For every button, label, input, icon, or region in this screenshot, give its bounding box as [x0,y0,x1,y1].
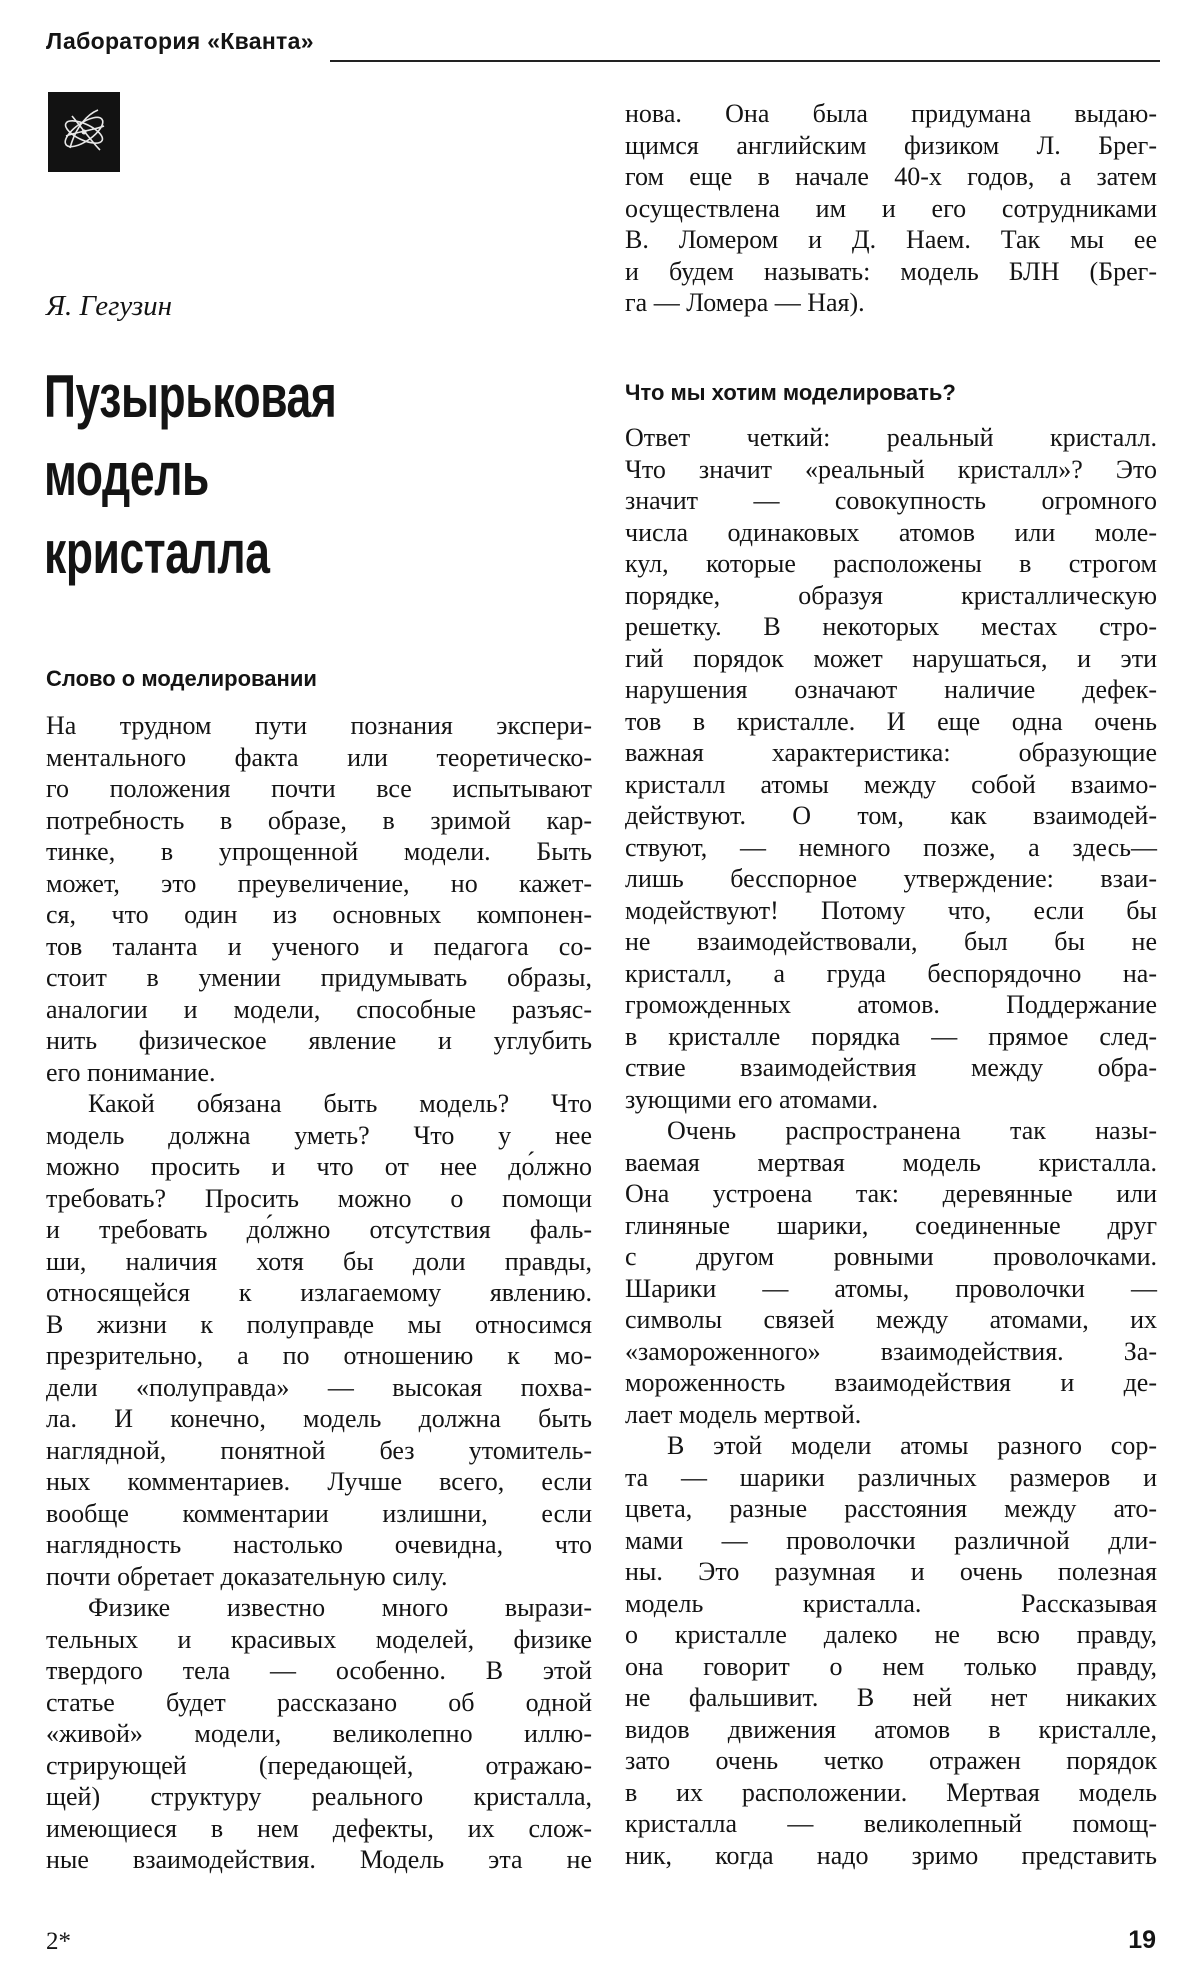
title-line: модель [44,441,209,508]
text-line: аналогии и модели, способные разъяс- [46,994,592,1024]
text-line: ные взаимодействия. Модель эта не [46,1845,592,1874]
text-line: порядке, образуя кристаллическую [625,580,1157,610]
text-line: может, это преувеличение, но кажет- [46,868,592,898]
text-line: ствуют, — немного позже, а здесь— [625,832,1157,862]
text-line: гом еще в начале 40-х годов, а затем [625,162,1157,191]
text-line: громожденных атомов. Поддержание [625,990,1157,1019]
text-line: она говорит о нем только правду, [625,1651,1157,1681]
text-line: нова. Она была придумана выдаю- [625,99,1157,128]
text-line: лишь бесспорное утверждение: взаи- [625,864,1157,893]
text-line: ствие взаимодействия между обра- [625,1053,1157,1082]
text-line: кристалла — великолепный помощ- [625,1809,1157,1838]
text-line: Она устроена так: деревянные или [625,1179,1157,1208]
text-line: мами — проволочки различной дли- [625,1525,1157,1555]
text-line: не взаимодействовали, был бы не [625,927,1157,956]
text-line: наглядность настолько очевидна, что [46,1530,592,1559]
text-line: цвета, разные расстояния между ато- [625,1494,1157,1523]
text-line: Физике известно много вырази- [88,1593,592,1622]
text-line: В жизни к полуправде мы относимся [46,1309,592,1339]
text-line: стоит в умении придумывать образы, [46,963,592,992]
text-line: числа одинаковых атомов или моле- [625,517,1157,547]
text-line: значит — совокупность огромного [625,486,1157,515]
section-heading-modeling: Слово о моделировании [46,666,317,691]
text-line: важная характеристика: образующие [625,738,1157,767]
signature-mark: 2* [46,1928,71,1955]
text-line: стрирующей (передающей, отражаю- [46,1750,592,1780]
title-line: Пузырьковая [44,363,337,430]
text-line: Очень распространена так назы- [667,1116,1157,1145]
article-title [44,358,355,592]
text-line: кристалл атомы между собой взаимо- [625,769,1157,799]
text-line: почти обретает доказательную силу. [46,1561,448,1591]
text-line: тельных и красивых моделей, физике [46,1624,592,1654]
text-line: На трудном пути познания экспери- [46,711,592,740]
text-line: ментального факта или теоретическо- [46,742,592,772]
text-line: Ответ четкий: реальный кристалл. [625,423,1157,452]
header-rule [330,60,1160,62]
text-line: о кристалле далеко не всю правду, [625,1620,1157,1649]
text-line: имеющиеся в нем дефекты, их слож- [46,1813,592,1843]
text-line: твердого тела — особенно. В этой [46,1656,592,1685]
text-line: вообще комментарии излишни, если [46,1498,592,1528]
text-line: не фальшивит. В ней нет никаких [625,1683,1157,1712]
text-line: его понимание. [46,1057,216,1087]
section-header: Лаборатория «Кванта» [46,28,314,54]
text-line: зующими его атомами. [625,1084,879,1114]
author-name: Я. Гегузин [46,290,173,322]
text-line: тинке, в упрощенной модели. Быть [46,837,592,866]
text-line: Какой обязана быть модель? Что [88,1089,592,1118]
text-line: кристалл, а груда беспорядочно на- [625,958,1157,988]
right-column-text [625,422,1157,1871]
text-line: ла. И конечно, модель должна быть [46,1404,592,1433]
text-line: презрительно, а по отношению к мо- [46,1341,592,1370]
atom-sketch-icon [48,92,120,172]
text-line: нарушения означают наличие дефек- [625,675,1157,704]
text-line: зато очень четко отражен порядок [625,1746,1157,1775]
page-number: 19 [1128,1926,1156,1954]
text-line: щимся английским физиком Л. Брег- [625,130,1157,160]
text-line: дели «полуправда» — высокая похва- [46,1372,592,1402]
text-line: в кристалле порядка — прямое след- [625,1021,1157,1051]
text-line: символы связей между атомами, их [625,1305,1157,1334]
text-line: можно просить и что от нее до́лжно [46,1152,592,1181]
text-line: «живой» модели, великолепно иллю- [46,1719,592,1748]
text-line: видов движения атомов в кристалле, [625,1714,1157,1744]
text-line: щей) структуру реального кристалла, [46,1782,592,1811]
text-line: наглядной, понятной без утомитель- [46,1435,592,1465]
text-line: требовать? Просить можно о помощи [46,1183,592,1213]
text-line: и будем называть: модель БЛН (Брег- [625,256,1157,286]
text-line: «замороженного» взаимодействия. За- [625,1336,1157,1366]
text-line: Шарики — атомы, проволочки — [625,1273,1157,1303]
right-column-intro [625,98,1157,319]
text-line: лает модель мертвой. [625,1399,862,1429]
text-line: потребность в образе, в зримой кар- [46,805,592,835]
text-line: относящейся к излагаемому явлению. [46,1278,592,1307]
text-line: ны. Это разумная и очень полезная [625,1557,1157,1586]
text-line: В. Ломером и Д. Наем. Так мы ее [625,225,1157,254]
text-line: модействуют! Потому что, если бы [625,895,1157,925]
text-line: В этой модели атомы разного сор- [667,1431,1157,1460]
title-line: кристалла [44,519,270,586]
text-line: тов в кристалле. И еще одна очень [625,706,1157,736]
section-heading-what-to-model: Что мы хотим моделировать? [625,380,956,405]
text-line: модель кристалла. Рассказывая [625,1588,1157,1618]
text-line: нить физическое явление и углубить [46,1026,592,1055]
text-line: ник, когда надо зримо представить [625,1840,1157,1870]
text-line: и требовать до́лжно отсутствия фаль- [46,1215,592,1244]
text-line: в их расположении. Мертвая модель [625,1777,1157,1807]
text-line: модель должна уметь? Что у нее [46,1120,592,1150]
text-line: та — шарики различных размеров и [625,1462,1157,1492]
text-line: глиняные шарики, соединенные друг [625,1210,1157,1240]
text-line: ся, что один из основных компонен- [46,900,592,929]
text-line: действуют. О том, как взаимодей- [625,801,1157,830]
text-line: статье будет рассказано об одной [46,1687,592,1717]
text-line: осуществлена им и его сотрудниками [625,193,1157,223]
text-line: гий порядок может нарушаться, и эти [625,643,1157,673]
left-column-text [46,710,592,1876]
text-line: тов таланта и ученого и педагога со- [46,931,592,961]
text-line: кул, которые расположены в строгом [625,549,1157,578]
text-line: мороженность взаимодействия и де- [625,1368,1157,1397]
text-line: ных комментариев. Лучше всего, если [46,1467,592,1496]
text-line: го положения почти все испытывают [46,774,592,803]
text-line: решетку. В некоторых местах стро- [625,612,1157,641]
text-line: ши, наличия хотя бы доли правды, [46,1246,592,1276]
text-line: с другом ровными проволочками. [625,1242,1157,1271]
text-line: ваемая мертвая модель кристалла. [625,1147,1157,1177]
text-line: Что значит «реальный кристалл»? Это [625,454,1157,484]
text-line: га — Ломера — Ная). [625,288,865,317]
